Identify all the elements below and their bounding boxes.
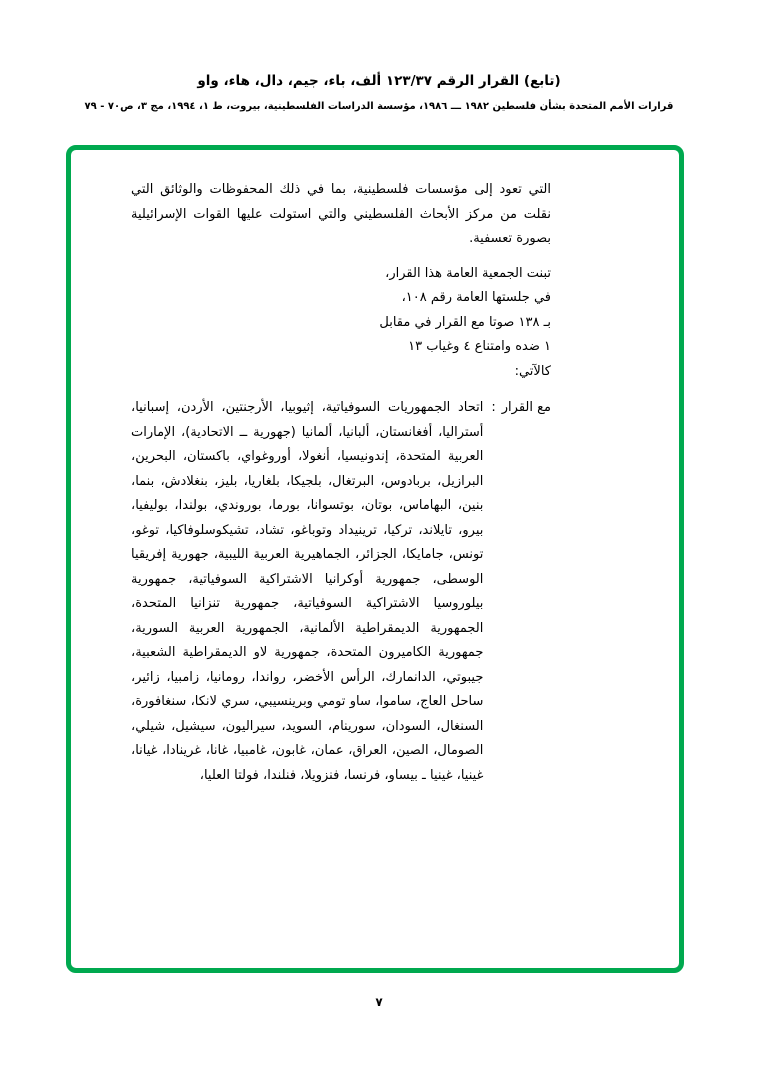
green-content-frame — [66, 145, 684, 973]
document-body — [131, 178, 551, 788]
paragraph-continuation: التي تعود إلى مؤسسات فلسطينية، بما في ذلك المحفوظات والوثائق التي نقلت من مركز الأبحاث الفلسطيني والتي استولت عليها القوات الإسرائيلية بصورة تعسفية. — [131, 182, 551, 246]
page-footer — [0, 995, 758, 1009]
in-favour-list-header — [131, 396, 551, 788]
vote-result-block — [131, 262, 551, 385]
in-favour-label: مع القرار — [501, 400, 551, 415]
in-favour-countries: اتحاد الجمهوريات السوفياتية، إثيوبيا، الأرجنتين، الأردن، إسبانيا، أستراليا، أفغانستان، ألبانيا، ألمانيا (جهورية ــ الاتحادية)، الإمارات العربية المتحدة، إندونيسيا، أنغولا، أوروغواي، باكستان، البحرين، البرازيل، بربادوس، البرتغال، بلجيكا، بلغاريا، بليز، بنغلادش، بنما، بنين، البهاماس، بوتان، بوتسوانا، بورما، بوروندي، بولندا، بوليفيا، بيرو، تايلاند، تركيا، ترينيداد وتوباغو، تشاد، تشيكوسلوفاكيا، توغو، تونس، جامايكا، الجزائر، الجماهيرية العربية الليبية، جهورية إفريقيا الوسطى، جمهورية أوكرانيا الاشتراكية السوفياتية، جمهورية بيلوروسيا الاشتراكية السوفياتية، جمهورية تنزانيا المتحدة، الجمهورية الديمقراطية الألمانية، الجمهورية العربية السورية، جمهورية الكاميرون المتحدة، جمهورية لاو الديمقراطية الشعبية، جيبوتي، الدانمارك، الرأس الأخضر، رواندا، رومانيا، زامبيا، زائير، ساحل العاج، ساموا، ساو تومي وبرينسيبي، سري لانكا، سنغافورة، السنغال، السودان، سورينام، السويد، سيراليون، سيشيل، شيلي، الصومال، الصين، العراق، عمان، غابون، غامبيا، غانا، غرينادا، غيانا، غينيا، غينيا ـ بيساو، فرنسا، فنزويلا، فنلندا، فولتا العليا، — [131, 400, 484, 783]
vote-line: كالآتي: — [514, 363, 551, 379]
vote-line: بـ ١٣٨ صوتا مع القرار في مقابل — [379, 314, 551, 330]
in-favour-list-block — [131, 396, 551, 788]
header-source-citation: قرارات الأمم المتحدة بشأن فلسطين ١٩٨٢ ـــ ١٩٨٦، مؤسسة الدراسات الفلسطينية، بيروت، ط ١، ١٩٩٤، مج ٣، ص٧٠ - ٧٩ — [84, 100, 674, 112]
in-favour-colon: : — [491, 400, 496, 415]
page-number: ٧ — [375, 995, 383, 1009]
header-title: (تابع) القرار الرقم ١٢٣/٣٧ ألف، باء، جيم، دال، هاء، واو — [197, 73, 561, 89]
page-header — [0, 72, 758, 114]
vote-line: ١ ضده وامتناع ٤ وغياب ١٣ — [408, 339, 551, 354]
vote-line: في جلستها العامة رقم ١٠٨، — [401, 290, 551, 305]
vote-line: تبنت الجمعية العامة هذا القرار، — [385, 265, 551, 281]
